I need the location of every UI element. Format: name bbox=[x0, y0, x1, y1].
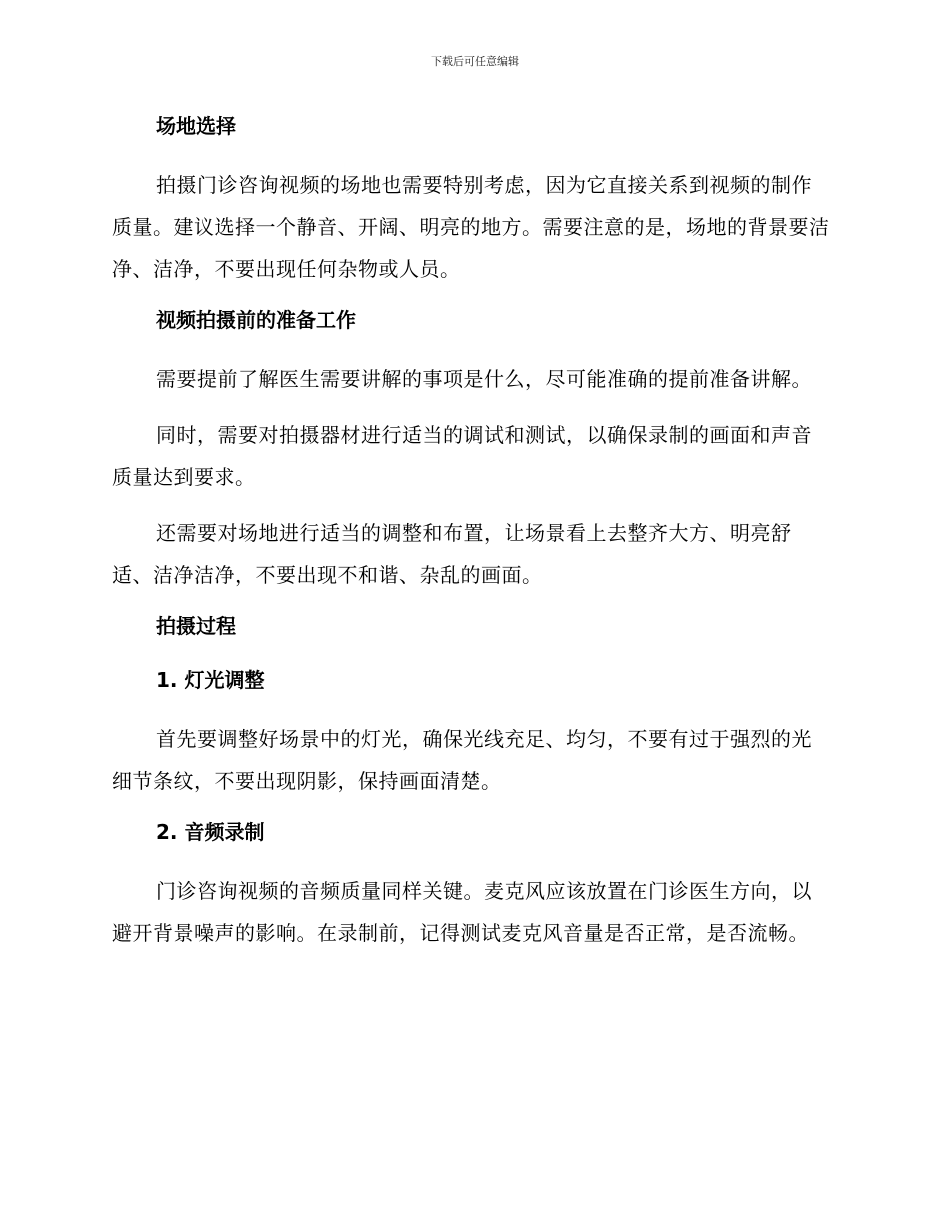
lighting-paragraph: 首先要调整好场景中的灯光，确保光线充足、均匀，不要有过于强烈的光细节条纹，不要出现阴影，保持画面清楚。 bbox=[112, 727, 812, 793]
audio-paragraph: 门诊咨询视频的音频质量同样关键。麦克风应该放置在门诊医生方向，以避开背景噪声的影响。在录制前，记得测试麦克风音量是否正常，是否流畅。 bbox=[112, 879, 812, 945]
preparation-paragraph-1: 需要提前了解医生需要讲解的事项是什么，尽可能准确的提前准备讲解。 bbox=[156, 367, 812, 391]
lighting-heading: 1. 灯光调整 bbox=[156, 668, 265, 692]
venue-heading: 场地选择 bbox=[156, 114, 236, 138]
document-body bbox=[112, 110, 832, 968]
process-heading: 拍摄过程 bbox=[156, 614, 236, 638]
preparation-paragraph-3: 还需要对场地进行适当的调整和布置，让场景看上去整齐大方、明亮舒适、洁净洁净，不要出现不和谐、杂乱的画面。 bbox=[112, 521, 792, 587]
audio-heading: 2. 音频录制 bbox=[156, 820, 265, 844]
preparation-paragraph-2: 同时，需要对拍摄器材进行适当的调试和测试，以确保录制的画面和声音质量达到要求。 bbox=[112, 423, 812, 489]
venue-paragraph: 拍摄门诊咨询视频的场地也需要特别考虑，因为它直接关系到视频的制作质量。建议选择一个静音、开阔、明亮的地方。需要注意的是，场地的背景要洁净、洁净，不要出现任何杂物或人员。 bbox=[112, 173, 830, 281]
page-header: 下载后可任意编辑 bbox=[431, 55, 519, 68]
preparation-heading: 视频拍摄前的准备工作 bbox=[156, 308, 356, 332]
